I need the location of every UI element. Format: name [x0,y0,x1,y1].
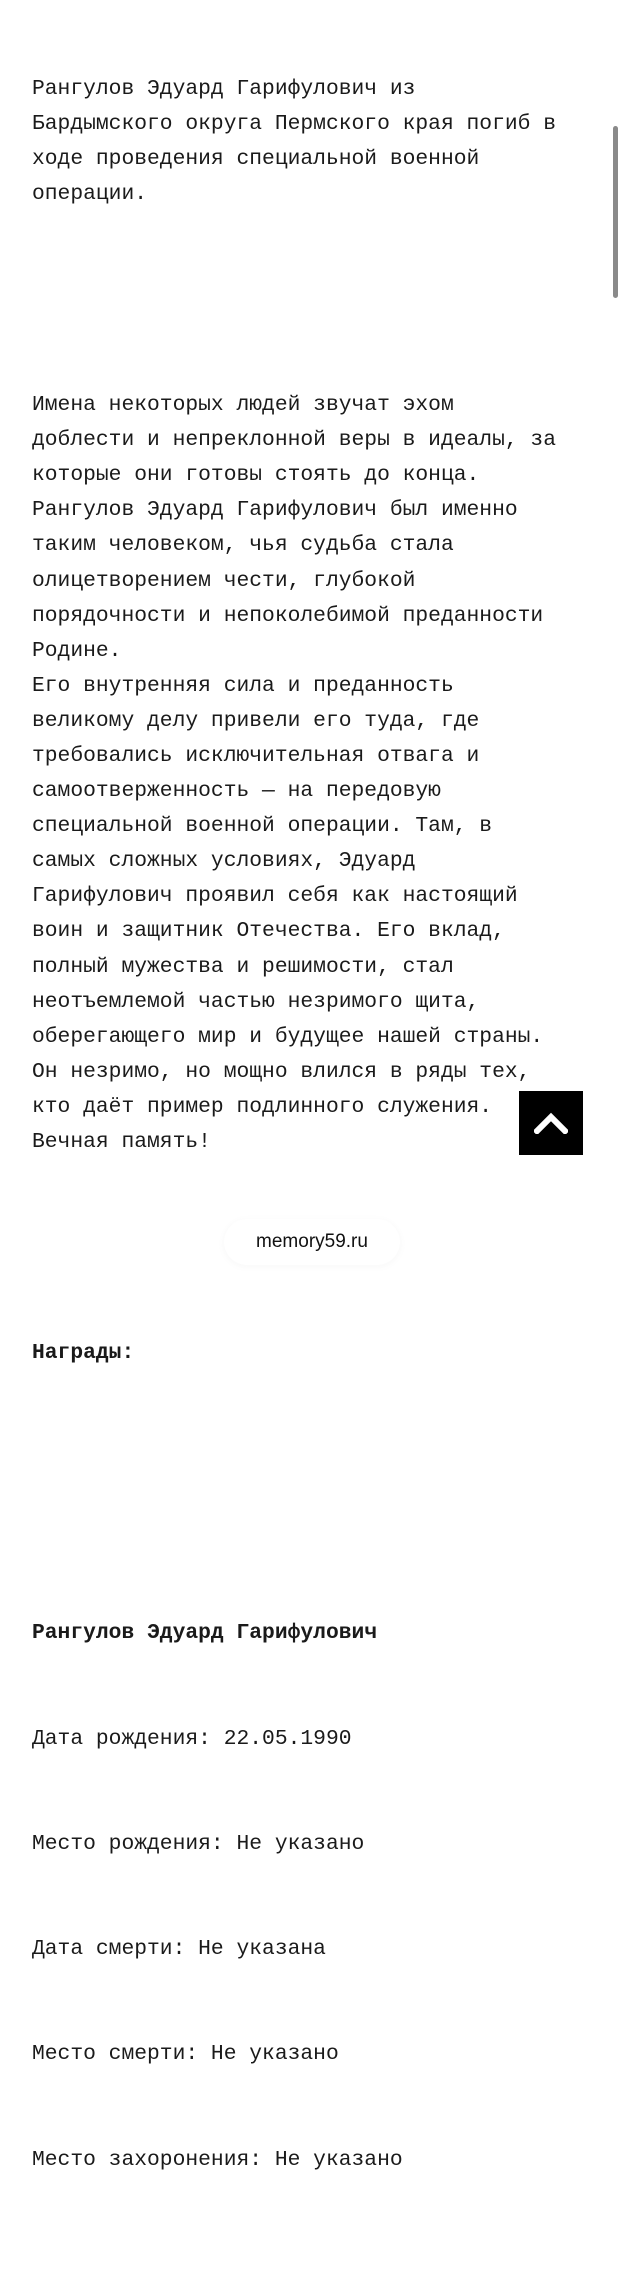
burial-place: Место захоронения: Не указано [32,2147,403,2172]
tribute-paragraph: Имена некоторых людей звучат эхом доблести и непреклонной веры в идеалы, за которые они готовы стоять до конца. Рангулов Эдуард Гарифулович был именно таким человеком, чья судьба стала олицетворением чести, глубокой порядочности и непоколебимой преданности Родине. Его внутренняя сила и преданность великому делу привели его туда, где требовались исключительная отвага и самоотверженность — на передовую специальной военной операции. Там, в самых сложных условиях, Эдуард Гарифулович проявил себя как настоящий воин и защитник Отечества. Его вклад, полный мужества и решимости, стал неотъемлемой частью незримого щита, оберегающего мир и будущее нашей страны. Он незримо, но мощно влился в ряды тех, кто даёт пример подлинного служения. Вечная память! [32,393,556,1154]
url-text: memory59.ru [256,1231,368,1252]
scroll-to-top-button[interactable] [519,1091,583,1155]
birth-place: Место рождения: Не указано [32,1831,365,1856]
awards-heading: Награды: [32,1340,135,1365]
birth-date: Дата рождения: 22.05.1990 [32,1726,352,1751]
chevron-up-icon [534,1112,568,1134]
scrollbar-thumb[interactable] [613,126,618,298]
article-content [32,2,592,2283]
spacer [32,283,592,318]
address-bar-url[interactable] [224,1219,400,1265]
death-date: Дата смерти: Не указана [32,1937,326,1962]
spacer [32,1441,592,1476]
person-name: Рангулов Эдуард Гарифулович [32,1621,378,1646]
intro-paragraph: Рангулов Эдуард Гарифулович из Бардымского округа Пермского края погиб в ходе проведения специальной военной операции. [32,77,556,207]
person-info [32,1546,592,2248]
death-place: Место смерти: Не указано [32,2042,339,2067]
